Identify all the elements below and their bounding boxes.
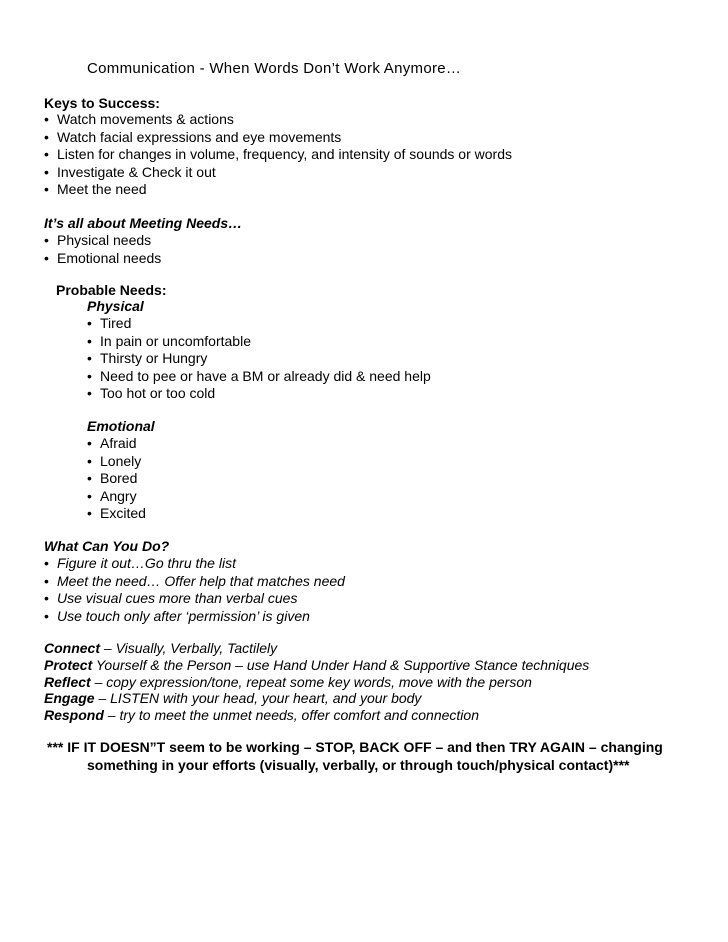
step-text: – Visually, Verbally, Tactilely [100,640,278,656]
final-note-line-2: something in your efforts (visually, verbally, or through touch/physical contact)*** [87,756,630,773]
probable-heading: Probable Needs: [56,282,167,298]
physical-list [87,315,431,403]
list-item: • Listen for changes in volume, frequency, and intensity of sounds or words [44,146,512,164]
list-item: • Figure it out…Go thru the list [44,555,345,573]
step-text: Yourself & the Person – use Hand Under Hand & Supportive Stance techniques [92,657,590,673]
list-item: • Use touch only after ‘permission’ is given [44,608,345,626]
list-item: • Lonely [87,453,146,471]
step-respond [44,707,479,724]
list-item: • Afraid [87,435,146,453]
list-item: • Use visual cues more than verbal cues [44,590,345,608]
step-connect [44,640,277,657]
list-item: • Too hot or too cold [87,385,431,403]
step-engage [44,690,421,707]
list-item: • Physical needs [44,232,161,250]
list-item: • Bored [87,470,146,488]
step-term: Reflect [44,674,91,690]
list-item: • Watch facial expressions and eye movements [44,129,512,147]
keys-heading: Keys to Success: [44,95,160,111]
list-item: • Meet the need… Offer help that matches need [44,573,345,591]
step-term: Engage [44,690,95,706]
keys-list [44,111,512,199]
step-term: Connect [44,640,100,656]
list-item: • Investigate & Check it out [44,164,512,182]
emotional-list [87,435,146,523]
list-item: • Tired [87,315,431,333]
list-item: • Need to pee or have a BM or already did & need help [87,368,431,386]
step-text: – try to meet the unmet needs, offer comfort and connection [103,707,479,723]
list-item: • Emotional needs [44,250,161,268]
list-item: • In pain or uncomfortable [87,333,431,351]
step-protect [44,657,589,674]
document-title: Communication - When Words Don’t Work Anymore… [87,60,462,77]
step-term: Respond [44,707,104,723]
list-item: • Excited [87,505,146,523]
list-item: • Thirsty or Hungry [87,350,431,368]
final-note-line-1: *** IF IT DOESN”T seem to be working – STOP, BACK OFF – and then TRY AGAIN – changing [47,739,663,755]
emotional-heading: Emotional [87,418,155,434]
step-text: – copy expression/tone, repeat some key words, move with the person [90,674,532,690]
step-term: Protect [44,657,93,673]
list-item: • Meet the need [44,181,512,199]
physical-heading: Physical [87,298,144,314]
step-text: – LISTEN with your head, your heart, and your body [94,690,422,706]
needs-heading: It’s all about Meeting Needs… [44,215,243,231]
final-note [47,739,717,774]
needs-list [44,232,161,267]
list-item: • Angry [87,488,146,506]
list-item: • Watch movements & actions [44,111,512,129]
step-reflect [44,674,532,691]
what-can-heading: What Can You Do? [44,538,170,554]
what-can-list [44,555,345,625]
